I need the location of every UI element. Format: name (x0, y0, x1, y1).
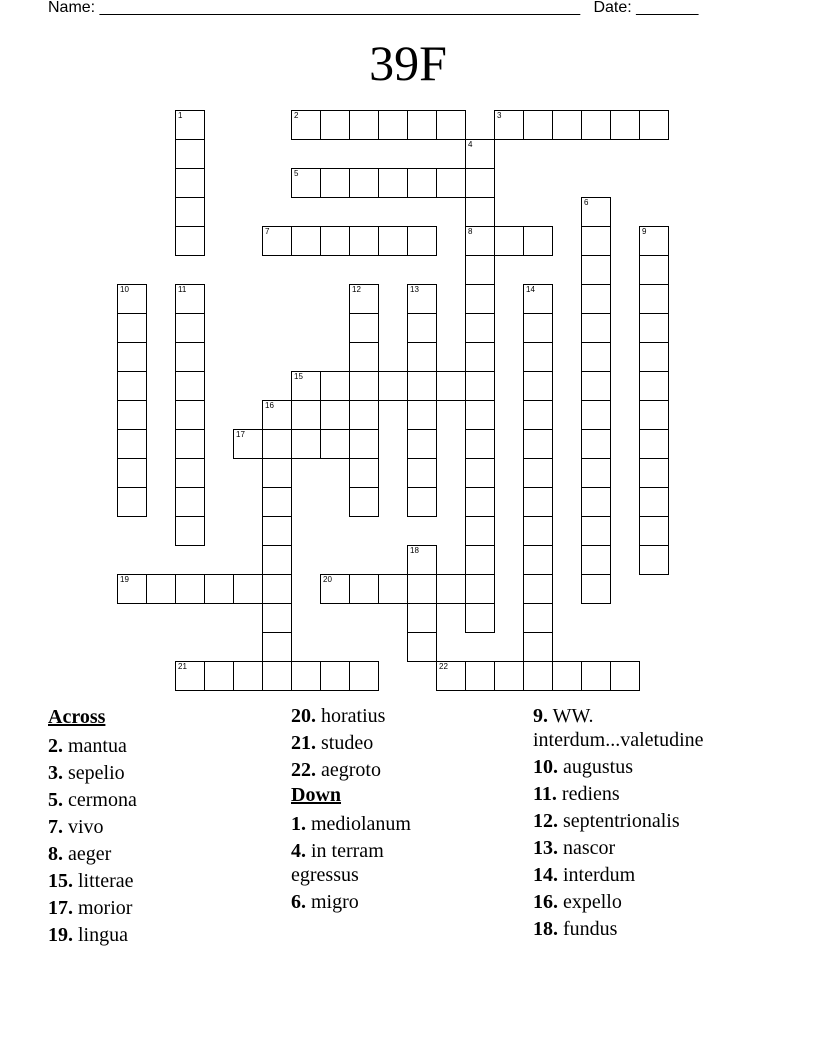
page-title: 39F (369, 35, 447, 91)
grid-cell[interactable] (175, 458, 205, 488)
grid-cell[interactable] (639, 371, 669, 401)
grid-cell[interactable] (523, 545, 553, 575)
cell-number: 4 (468, 140, 473, 149)
clue-across-5: 5. cermona (48, 789, 137, 811)
grid-cell[interactable] (175, 487, 205, 517)
grid-cell[interactable] (291, 226, 321, 256)
grid-cell[interactable] (175, 400, 205, 430)
clue-down-12: 12. septentrionalis (533, 810, 680, 832)
grid-cell[interactable] (204, 574, 234, 604)
grid-cell[interactable] (291, 400, 321, 430)
grid-cell[interactable] (320, 574, 350, 604)
clue-across-21: 21. studeo (291, 732, 374, 754)
grid-cell[interactable] (233, 661, 263, 691)
grid-cell[interactable] (523, 458, 553, 488)
grid-cell[interactable] (523, 516, 553, 546)
grid-cell[interactable] (175, 110, 205, 140)
grid-cell[interactable] (639, 487, 669, 517)
clue-down-14: 14. interdum (533, 864, 636, 886)
cell-number: 21 (178, 662, 187, 671)
grid-cell[interactable] (320, 110, 350, 140)
cell-number: 13 (410, 285, 419, 294)
grid-cell[interactable] (581, 371, 611, 401)
grid-cell[interactable] (175, 226, 205, 256)
grid-cell[interactable] (175, 313, 205, 343)
grid-cell[interactable] (581, 226, 611, 256)
grid-cell[interactable] (175, 284, 205, 314)
grid-cell[interactable] (581, 284, 611, 314)
grid-cell[interactable] (465, 429, 495, 459)
grid-cell[interactable] (262, 516, 292, 546)
grid-cell[interactable] (262, 226, 292, 256)
grid-cell[interactable] (639, 284, 669, 314)
grid-cell[interactable] (262, 661, 292, 691)
grid-cell[interactable] (117, 429, 147, 459)
grid-cell[interactable] (320, 400, 350, 430)
grid-cell[interactable] (465, 139, 495, 169)
grid-cell[interactable] (523, 429, 553, 459)
cell-number: 9 (642, 227, 647, 236)
cell-number: 16 (265, 401, 274, 410)
grid-cell[interactable] (465, 574, 495, 604)
clue-down-6: 6. migro (291, 891, 359, 913)
grid-cell[interactable] (407, 429, 437, 459)
clue-down-1: 1. mediolanum (291, 813, 411, 835)
cell-number: 1 (178, 111, 183, 120)
grid-cell[interactable] (639, 313, 669, 343)
grid-cell[interactable] (523, 574, 553, 604)
clue-column-1 (48, 704, 278, 947)
cell-number: 14 (526, 285, 535, 294)
grid-cell[interactable] (349, 661, 379, 691)
cell-number: 8 (468, 227, 473, 236)
clue-across-3: 3. sepelio (48, 762, 125, 784)
grid-cell[interactable] (581, 545, 611, 575)
grid-cell[interactable] (175, 516, 205, 546)
clue-down-10: 10. augustus (533, 756, 633, 778)
date-label: Date: (593, 0, 632, 16)
clue-across-8: 8. aeger (48, 843, 112, 865)
cell-number: 22 (439, 662, 448, 671)
grid-cell[interactable] (581, 661, 611, 691)
grid-cell[interactable] (523, 110, 553, 140)
grid-cell[interactable] (233, 429, 263, 459)
grid-cell[interactable] (523, 313, 553, 343)
grid-cell[interactable] (349, 110, 379, 140)
grid-cell[interactable] (639, 255, 669, 285)
grid-cell[interactable] (523, 371, 553, 401)
cell-number: 19 (120, 575, 129, 584)
grid-cell[interactable] (407, 313, 437, 343)
grid-cell[interactable] (175, 342, 205, 372)
grid-cell[interactable] (552, 661, 582, 691)
grid-cell[interactable] (349, 342, 379, 372)
grid-cell[interactable] (523, 284, 553, 314)
grid-cell[interactable] (581, 255, 611, 285)
grid-cell[interactable] (175, 168, 205, 198)
grid-cell[interactable] (639, 110, 669, 140)
clue-across-2: 2. mantua (48, 735, 127, 757)
grid-cell[interactable] (581, 487, 611, 517)
grid-cell[interactable] (320, 371, 350, 401)
grid-cell[interactable] (436, 110, 466, 140)
grid-cell[interactable] (262, 632, 292, 662)
grid-cell[interactable] (262, 400, 292, 430)
cell-number: 18 (410, 546, 419, 555)
grid-cell[interactable] (552, 110, 582, 140)
grid-cell[interactable] (146, 574, 176, 604)
grid-cell[interactable] (407, 342, 437, 372)
grid-cell[interactable] (233, 574, 263, 604)
grid-cell[interactable] (494, 661, 524, 691)
grid-cell[interactable] (262, 603, 292, 633)
grid-cell[interactable] (407, 632, 437, 662)
grid-cell[interactable] (407, 487, 437, 517)
grid-cell[interactable] (349, 313, 379, 343)
grid-cell[interactable] (175, 197, 205, 227)
grid-cell[interactable] (117, 574, 147, 604)
grid-cell[interactable] (639, 429, 669, 459)
grid-cell[interactable] (639, 516, 669, 546)
grid-cell[interactable] (378, 168, 408, 198)
grid-cell[interactable] (349, 400, 379, 430)
down-heading: Down (291, 784, 342, 806)
grid-cell[interactable] (262, 574, 292, 604)
grid-cell[interactable] (523, 632, 553, 662)
grid-cell[interactable] (117, 313, 147, 343)
grid-cell[interactable] (581, 197, 611, 227)
grid-cell[interactable] (407, 110, 437, 140)
grid-cell[interactable] (349, 429, 379, 459)
cell-number: 10 (120, 285, 129, 294)
clue-down-16: 16. expello (533, 891, 622, 913)
grid-cell[interactable] (610, 110, 640, 140)
grid-cell[interactable] (639, 342, 669, 372)
grid-cell[interactable] (117, 487, 147, 517)
grid-cell[interactable] (465, 487, 495, 517)
grid-cell[interactable] (407, 168, 437, 198)
grid-cell[interactable] (523, 661, 553, 691)
grid-cell[interactable] (117, 371, 147, 401)
grid-cell[interactable] (378, 574, 408, 604)
grid-cell[interactable] (639, 226, 669, 256)
grid-cell[interactable] (581, 342, 611, 372)
grid-cell[interactable] (407, 400, 437, 430)
grid-cell[interactable] (320, 168, 350, 198)
grid-cell[interactable] (581, 110, 611, 140)
grid-cell[interactable] (465, 255, 495, 285)
grid-cell[interactable] (639, 400, 669, 430)
name-field[interactable]: ______________________________________________________ (99, 0, 581, 16)
grid-cell[interactable] (407, 226, 437, 256)
grid-cell[interactable] (581, 429, 611, 459)
grid-cell[interactable] (291, 168, 321, 198)
grid-cell[interactable] (349, 487, 379, 517)
cell-number: 15 (294, 372, 303, 381)
grid-cell[interactable] (262, 487, 292, 517)
grid-cell[interactable] (320, 429, 350, 459)
grid-cell[interactable] (175, 371, 205, 401)
clue-across-17: 17. morior (48, 897, 133, 919)
grid-cell[interactable] (581, 313, 611, 343)
grid-cell[interactable] (117, 284, 147, 314)
grid-cell[interactable] (407, 371, 437, 401)
grid-cell[interactable] (639, 458, 669, 488)
grid-cell[interactable] (465, 603, 495, 633)
clue-across-7: 7. vivo (48, 816, 104, 838)
grid-cell[interactable] (523, 400, 553, 430)
grid-cell[interactable] (581, 516, 611, 546)
grid-cell[interactable] (175, 661, 205, 691)
grid-cell[interactable] (494, 110, 524, 140)
grid-cell[interactable] (639, 545, 669, 575)
cell-number: 11 (178, 285, 187, 294)
grid-cell[interactable] (407, 603, 437, 633)
grid-cell[interactable] (465, 342, 495, 372)
grid-cell[interactable] (436, 371, 466, 401)
clue-down-18: 18. fundus (533, 918, 618, 940)
clue-down-11: 11. rediens (533, 783, 620, 805)
grid-cell[interactable] (378, 371, 408, 401)
grid-cell[interactable] (291, 429, 321, 459)
cell-number: 6 (584, 198, 589, 207)
grid-cell[interactable] (349, 284, 379, 314)
date-field[interactable]: _______ (636, 0, 699, 16)
grid-cell[interactable] (610, 661, 640, 691)
grid-cell[interactable] (291, 371, 321, 401)
grid-cell[interactable] (117, 342, 147, 372)
grid-cell[interactable] (262, 458, 292, 488)
grid-cell[interactable] (581, 400, 611, 430)
grid-cell[interactable] (465, 168, 495, 198)
grid-cell[interactable] (436, 574, 466, 604)
name-label: Name: (48, 0, 96, 16)
cell-number: 5 (294, 169, 299, 178)
clue-down-9: 9. WW. interdum...valetudine (533, 705, 704, 751)
cell-number: 20 (323, 575, 332, 584)
clue-column-3 (533, 704, 773, 941)
cell-number: 3 (497, 111, 502, 120)
grid-cell[interactable] (349, 458, 379, 488)
clue-across-22: 22. aegroto (291, 759, 381, 781)
grid-cell[interactable] (523, 487, 553, 517)
grid-cell[interactable] (175, 429, 205, 459)
cell-number: 7 (265, 227, 270, 236)
grid-cell[interactable] (204, 661, 234, 691)
grid-cell[interactable] (523, 226, 553, 256)
grid-cell[interactable] (117, 400, 147, 430)
grid-cell[interactable] (465, 284, 495, 314)
grid-cell[interactable] (436, 168, 466, 198)
grid-cell[interactable] (349, 574, 379, 604)
grid-cell[interactable] (349, 168, 379, 198)
grid-cell[interactable] (465, 371, 495, 401)
grid-cell[interactable] (465, 516, 495, 546)
cell-number: 2 (294, 111, 299, 120)
grid-cell[interactable] (175, 574, 205, 604)
grid-cell[interactable] (465, 545, 495, 575)
clue-column-2 (291, 704, 521, 914)
grid-cell[interactable] (320, 661, 350, 691)
grid-cell[interactable] (378, 110, 408, 140)
cell-number: 12 (352, 285, 361, 294)
clue-down-4: 4. in terram egressus (291, 840, 384, 886)
clue-across-19: 19. lingua (48, 924, 128, 946)
grid-cell[interactable] (291, 110, 321, 140)
grid-cell[interactable] (320, 226, 350, 256)
grid-cell[interactable] (378, 226, 408, 256)
grid-cell[interactable] (436, 661, 466, 691)
grid-cell[interactable] (291, 661, 321, 691)
grid-cell[interactable] (175, 139, 205, 169)
grid-cell[interactable] (523, 603, 553, 633)
grid-cell[interactable] (465, 313, 495, 343)
clue-across-20: 20. horatius (291, 705, 386, 727)
grid-cell[interactable] (117, 458, 147, 488)
grid-cell[interactable] (407, 545, 437, 575)
grid-cell[interactable] (581, 458, 611, 488)
grid-cell[interactable] (262, 545, 292, 575)
grid-cell[interactable] (523, 342, 553, 372)
grid-cell[interactable] (581, 574, 611, 604)
grid-cell[interactable] (407, 574, 437, 604)
grid-cell[interactable] (494, 226, 524, 256)
grid-cell[interactable] (349, 226, 379, 256)
clue-down-13: 13. nascor (533, 837, 616, 859)
grid-cell[interactable] (465, 400, 495, 430)
across-heading: Across (48, 706, 106, 728)
grid-cell[interactable] (407, 458, 437, 488)
clue-across-15: 15. litterae (48, 870, 134, 892)
grid-cell[interactable] (407, 284, 437, 314)
grid-cell[interactable] (465, 661, 495, 691)
cell-number: 17 (236, 430, 245, 439)
grid-cell[interactable] (465, 226, 495, 256)
grid-cell[interactable] (262, 429, 292, 459)
grid-cell[interactable] (349, 371, 379, 401)
grid-cell[interactable] (465, 458, 495, 488)
grid-cell[interactable] (465, 197, 495, 227)
